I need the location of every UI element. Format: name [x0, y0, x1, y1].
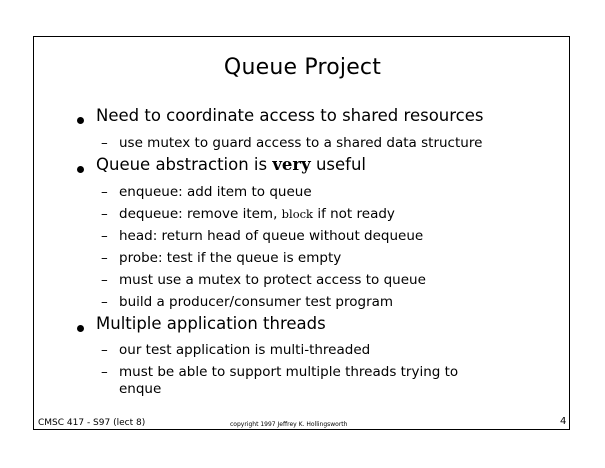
bullet-2-sub-6: – build a producer/consumer test program	[101, 294, 394, 310]
footer-course: CMSC 417 - S97 (lect 8)	[38, 418, 146, 428]
bullet-2-text: Queue abstraction is very useful	[96, 155, 367, 174]
page-number: 4	[560, 416, 567, 427]
slide-title: Queue Project	[223, 55, 382, 80]
bullet-dot-2	[77, 166, 84, 173]
bullet-dot-1	[77, 117, 84, 124]
bullet-3-sub-1: – our test application is multi-threaded	[101, 342, 371, 358]
bullet-dot-3	[77, 325, 84, 332]
bullet-2-sub-4: – probe: test if the queue is empty	[101, 250, 342, 266]
bullet-3-sub-2: – must be able to support multiple threads trying to	[101, 364, 459, 380]
bullet-2-sub-3: – head: return head of queue without dequeue	[101, 228, 424, 244]
bullet-3-text: Multiple application threads	[96, 314, 326, 333]
bullet-1-sub-1: – use mutex to guard access to a shared data structure	[101, 135, 483, 151]
bullet-1-text: Need to coordinate access to shared resources	[96, 106, 484, 125]
footer-copyright: copyright 1997 Jeffrey K. Hollingsworth	[230, 421, 348, 428]
bullet-2-sub-2: – dequeue: remove item, block if not ready	[101, 206, 395, 222]
bullet-2-sub-1: – enqueue: add item to queue	[101, 184, 312, 200]
bullet-2-sub-5: – must use a mutex to protect access to queue	[101, 272, 426, 288]
bullet-3-sub-2-cont: enque	[119, 381, 162, 397]
